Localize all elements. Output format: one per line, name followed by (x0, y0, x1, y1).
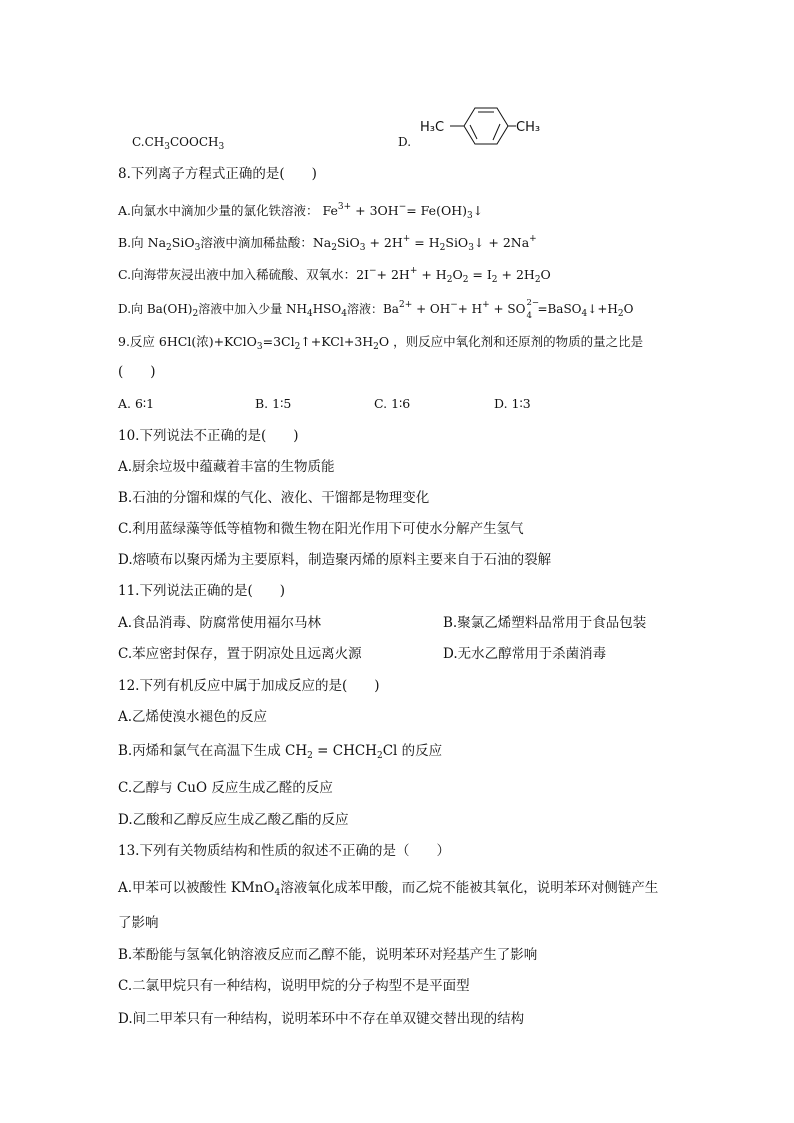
q10-stem: 10.下列说法不正确的是( ) (118, 428, 299, 444)
structure-right-methyl: CH₃ (516, 120, 541, 135)
q9-stem: 9.反应 6HCl(浓)$+KClO_3=3Cl_2↑+KCl+3H_2O$ ，则反应中氧化剂和还原剂的物质的量之比是 (118, 334, 644, 352)
q8-option-d: D.向 $Ba(OH)_2$溶液中加入少量 $NH_4HSO_4$溶液：$Ba^{2+} + OH^-+ H^+$ + SO 2− 4 $=BaSO_4↓+H_2O$ (118, 298, 634, 321)
q8-option-c: C.向海带灰浸出液中加入稀硫酸、双氧水：$2I^-+ 2H^+ + H_2O_2 = I_2 + 2H_2O$ (118, 266, 551, 285)
q13-option-c: C.二氯甲烷只有一种结构，说明甲烷的分子构型不是平面型 (118, 978, 470, 994)
q12-stem: 12.下列有机反应中属于加成反应的是( ) (118, 678, 380, 694)
q13-stem: 13.下列有关物质结构和性质的叙述不正确的是（ ） (118, 843, 450, 859)
q9-option-a: A. 6∶1 (118, 396, 155, 411)
q7-option-d-label: D. (398, 135, 412, 149)
q13-option-d: D.间二甲苯只有一种结构，说明苯环中不存在单双键交替出现的结构 (118, 1011, 525, 1027)
q12-option-a: A.乙烯使溴水褪色的反应 (118, 709, 268, 725)
q11-option-b: B.聚氯乙烯塑料品常用于食品包装 (443, 615, 647, 631)
q11-option-a: A.食品消毒、防腐常使用福尔马林 (118, 615, 322, 631)
q8-option-b: B.向 $Na_2SiO_3$溶液中滴加稀盐酸：$Na_2SiO_3 + 2H^+$ = $H_2SiO_3↓ + 2Na^+$ (118, 234, 537, 253)
q13-option-a: A.甲苯可以被酸性 KMnO$_4$溶液氧化成苯甲酸，而乙烷不能被其氧化，说明苯环对侧链产生 (118, 880, 659, 898)
q7-option-c: $C.CH_3COOCH_3$ (132, 135, 225, 152)
q8-option-a: A.向氯水中滴加少量的氯化铁溶液： $Fe^{3+} + 3OH^-=$ $Fe(OH)_3↓$ (118, 202, 484, 221)
q11-option-c: C.苯应密封保存，置于阴凉处且远离火源 (118, 646, 362, 662)
q12-option-c: C.乙醇与 CuO 反应生成乙醛的反应 (118, 780, 333, 796)
q12-option-b: B.丙烯和氯气在高温下生成 $CH_2$ = $CHCH_2Cl$ 的反应 (118, 743, 443, 761)
q11-option-d: D.无水乙醇常用于杀菌消毒 (443, 646, 607, 662)
q7-c-label: C. (132, 135, 145, 149)
q9-option-d: D. 1∶3 (494, 396, 531, 411)
q13-option-a-continued: 了影响 (118, 915, 159, 931)
q10-option-a: A.厨余垃圾中蕴藏着丰富的生物质能 (118, 459, 335, 475)
q13-option-b: B.苯酚能与氢氧化钠溶液反应而乙醇不能，说明苯环对羟基产生了影响 (118, 947, 538, 963)
p-xylene-structure (420, 104, 550, 148)
q10-option-d: D.熔喷布以聚丙烯为主要原料，制造聚丙烯的原料主要来自于石油的裂解 (118, 552, 552, 568)
q9-option-c: C. 1∶6 (374, 396, 411, 411)
q12-option-d: D.乙酸和乙醇反应生成乙酸乙酯的反应 (118, 812, 349, 828)
q10-option-c: C.利用蓝绿藻等低等植物和微生物在阳光作用下可使水分解产生氢气 (118, 521, 524, 537)
q9-option-b: B. 1∶5 (255, 396, 292, 411)
q11-stem: 11.下列说法正确的是( ) (118, 583, 286, 599)
q9-paren: ( ) (118, 364, 156, 380)
q10-option-b: B.石油的分馏和煤的气化、液化、干馏都是物理变化 (118, 490, 430, 506)
structure-left-methyl: H₃C (420, 120, 445, 135)
q8-stem: 8.下列离子方程式正确的是( ) (118, 166, 317, 182)
